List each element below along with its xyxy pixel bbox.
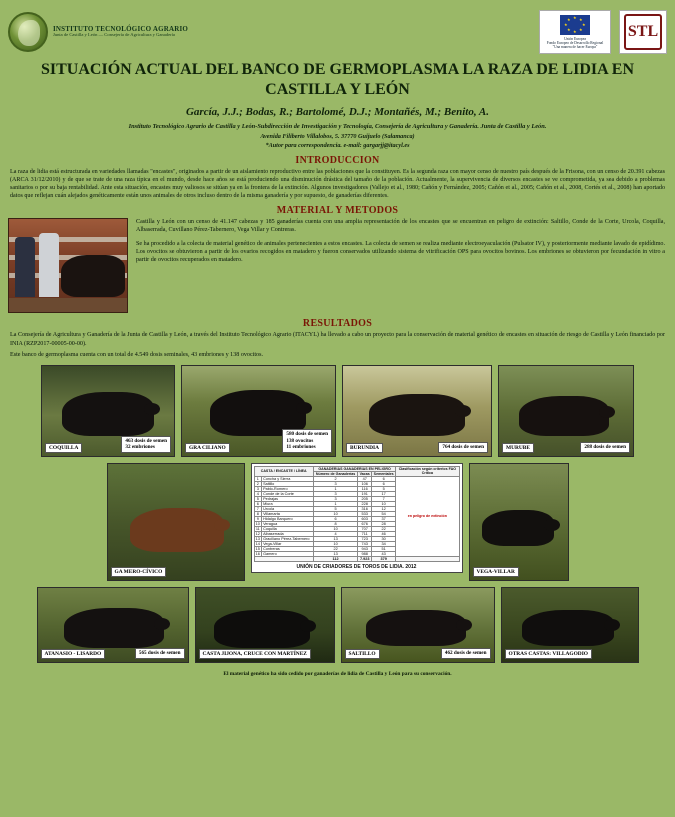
photo-label-atanasio: ATANASIO - LISARDO bbox=[41, 649, 106, 659]
th-clasif: Clasificación según criterios FAO Crítica bbox=[396, 466, 459, 476]
photo-coquilla bbox=[41, 365, 175, 457]
table-row: 16 Gamero 13 988 43 bbox=[254, 551, 459, 556]
table-row: 8 Villamarta 10 533 54 bbox=[254, 511, 459, 516]
photo-otras-castas bbox=[501, 587, 639, 663]
stl-text: STL bbox=[624, 14, 662, 50]
table-row: 3 Pablo-Romero 1 116 5 bbox=[254, 486, 459, 491]
photo-label-coquilla: COQUILLA bbox=[45, 443, 82, 453]
photo-saltillo bbox=[341, 587, 495, 663]
table-body bbox=[254, 476, 459, 561]
results-heading: RESULTADOS bbox=[302, 318, 373, 330]
page-title: SITUACIÓN ACTUAL DEL BANCO DE GERMOPLASMA LA RAZA DE LIDIA EN CASTILLA Y LEÓN bbox=[41, 61, 634, 98]
photo-row-2 bbox=[8, 463, 667, 581]
poster-header bbox=[8, 6, 667, 58]
itacyl-logo bbox=[8, 12, 188, 52]
th-casta: CASTA / ENCASTE / LÍNEA bbox=[254, 466, 313, 476]
table-caption: UNIÓN DE CRIADORES DE TOROS DE LIDIA. 2012 bbox=[296, 563, 417, 570]
table-row: 7 Urcola 5 316 12 bbox=[254, 506, 459, 511]
photo-vega-villar bbox=[469, 463, 569, 581]
photo-gamero-civico bbox=[107, 463, 245, 581]
photo-stats-atanasio: 565 dosis de semen bbox=[135, 648, 185, 659]
materials-heading: MATERIAL Y METODOS bbox=[276, 205, 399, 217]
eu-logo bbox=[539, 10, 611, 54]
th-sementales: Sementales bbox=[372, 471, 396, 476]
table bbox=[254, 466, 460, 562]
photo-stats-saltillo: 462 dosis de semen bbox=[441, 648, 491, 659]
eu-flag-icon: ★ ★ ★ ★ ★ ★ ★ ★ bbox=[560, 15, 590, 35]
table-row: 9 Hidalgo Barquero 6 603 37 bbox=[254, 516, 459, 521]
affiliation-1: Instituto Tecnológico Agrario de Castilla y León-Subdirección de Investigación y Tecnología, Consejería de Agricultura y Ganadería. Junta de Castilla y León. bbox=[128, 123, 547, 130]
table-row: 12 Albaserrada 4 711 46 bbox=[254, 531, 459, 536]
stl-logo bbox=[619, 10, 667, 54]
photo-stats-graciliano: 580 dosis de semen 138 ovocitos 11 embriones bbox=[282, 429, 332, 453]
leaf-icon bbox=[8, 12, 48, 52]
table-row: 10 Veragua 8 676 28 bbox=[254, 521, 459, 526]
photo-label-graciliano: GRA CILIANO bbox=[185, 443, 230, 453]
intro-text: La raza de lidia está estructurada en variedades llamadas "encastes", originados a partir de un aislamiento reproductivo entre las poblaciones que la constituyen. Es la segunda raza con mayor censo de nuestro país después de la Frisona, con un censo de 20.391 cabezas (ARCA 31/12/2010) y de que se trate de una raza típica en el mundo, desde hace años se está produciendo una disminución drástica del tamaño de la población. Actualmente, la supervivencia de diversos encastes se ve comprometida, ya sea debido a problemas sanitarios o por su baja rentabilidad. Ante esta situación, encastes muy valiosos se sitúan ya en la frontera de la extinción. Algunos investigadores (Vallejo et al., 1980; Cañón y Fernández, 2005; Cañón et al., 2005; Cañón et al., 2008, Cortés et al., 2008) han aportado datos que reflejan cuán alejados genéticamente están unos animales de otros incluso dentro de la misma ganadería y por supuesto, de ganaderías diferentes. bbox=[10, 169, 665, 200]
table-row-total: 112 7.923 379 bbox=[254, 556, 459, 561]
th-group: GANADERIAS GANADERIAS EN PELIGRO bbox=[313, 466, 395, 471]
photo-label-vega-villar: VEGA-VILLAR bbox=[473, 567, 519, 577]
photo-label-otras-castas: OTRAS CASTAS: VILLAGODIO bbox=[505, 649, 592, 659]
table-row: 11 Coquilla 10 707 22 bbox=[254, 526, 459, 531]
photo-row-1 bbox=[8, 365, 667, 457]
risk-note: en peligro de extinción bbox=[396, 476, 459, 556]
photo-row-3 bbox=[8, 587, 667, 663]
intro-heading: INTRODUCCION bbox=[295, 155, 380, 167]
photo-label-gamero: GA MERO-CÍVICO bbox=[111, 567, 167, 577]
results-text-2: Este banco de germoplasma cuenta con un total de 4.549 dosis seminales, 43 embriones y 138 ovocitos. bbox=[10, 351, 264, 358]
photo-label-casta-jijona: CASTA JIJONA, CRUCE CON MARTÍNEZ bbox=[199, 649, 311, 659]
photo-label-murube: MURUBE bbox=[502, 443, 534, 453]
photo-graciliano bbox=[181, 365, 336, 457]
th-vacas: Vacas bbox=[359, 471, 370, 476]
materials-text-1: Castilla y León con un censo de 41.147 cabezas y 185 ganaderías cuenta con una amplia representación de los encastes que se encuentran en peligro de extinción: Saltillo, Conde de la Corte, Urcola, Coquilla, Albaserrada, Cuvillano Pérez-Tabernero, Vega Villar y Contreras. bbox=[136, 219, 665, 234]
eu-line2: Fondo Europeo de Desarrollo Regional bbox=[546, 40, 604, 45]
table-row: 1 Concha y Sierra 2 47 6 en peligro de extinción bbox=[254, 476, 459, 481]
results-text-1: La Consejería de Agricultura y Ganadería de la Junta de Castilla y León, a través del Instituto Tecnológico Agrario (ITACYL) ha llevado a cabo un proyecto para la conservación de material genético de encastes en situación de riesgo de Castilla y León financiado por INIA (RZP2017-00005-00-00). bbox=[10, 332, 665, 347]
table-row: 6 Miura 1 228 10 bbox=[254, 501, 459, 506]
table-row: 5 Pedrajas 3 205 7 bbox=[254, 496, 459, 501]
authors: García, J.J.; Bodas, R.; Bartolomé, D.J.; Montañés, M.; Benito, A. bbox=[185, 106, 490, 118]
table-row: 4 Conde de la Corte 3 191 17 bbox=[254, 491, 459, 496]
photo-murube bbox=[498, 365, 634, 457]
photo-label-burundia: BURUNDIA bbox=[346, 443, 383, 453]
eu-line3: "Una manera de hacer Europa" bbox=[552, 45, 598, 50]
table-row: 14 Vega-Villar 10 743 34 bbox=[254, 541, 459, 546]
affiliation-3: *Autor para correspondencia. e-mail: gargarjj@itacyl.es bbox=[265, 141, 410, 149]
eu-line1: Unión Europea bbox=[564, 36, 586, 41]
affiliation-2: Avenida Filiberto Villalobos, 5. 37770 Guijuelo (Salamanca) bbox=[260, 132, 415, 140]
materials-text-2: Se ha procedido a la colecta de material genético de animales pertenecientes a estos encastes. La colecta de semen se realiza mediante electroeyaculación (Pulsator IV), y posteriormente mediante lavado de epidídimo. Los ovocitos se obtuvieron a partir de los ovarios recogidos en matadero y fueron conservados utilizando sistema de vitrificación OPS para ovocitos bovinos. Los embriones se obtuvieron por fecundación in vitro a partir de ovocitos recuperados en matadero. bbox=[136, 241, 665, 264]
encaste-table bbox=[251, 463, 463, 573]
th-numero: Número de Ganaderías bbox=[313, 471, 357, 476]
table-row: 13 Graciliano Pérez-Tabernero 13 723 30 bbox=[254, 536, 459, 541]
table-row: 2 Saltillo 3 106 6 bbox=[254, 481, 459, 486]
photo-stats-murube: 288 dosis de semen bbox=[580, 442, 630, 453]
logo-subtitle: Junta de Castilla y León — Consejería de Agricultura y Ganadería bbox=[53, 32, 175, 38]
photo-stats-coquilla: 463 dosis de semen 32 embriones bbox=[121, 436, 171, 453]
photo-atanasio bbox=[37, 587, 189, 663]
photo-stats-burundia: 764 dosis de semen bbox=[438, 442, 488, 453]
table-row: 15 Contreras 22 943 51 bbox=[254, 546, 459, 551]
photo-casta-jijona bbox=[195, 587, 335, 663]
logo-title: INSTITUTO TECNOLÓGICO AGRARIO bbox=[53, 24, 189, 33]
footer-note: El material genético ha sido cedido por ganaderías de lidia de Castilla y León para su conservación. bbox=[223, 670, 452, 677]
photo-label-saltillo: SALTILLO bbox=[345, 649, 380, 659]
photo-handling-pen bbox=[8, 218, 128, 313]
photo-burundia bbox=[342, 365, 492, 457]
